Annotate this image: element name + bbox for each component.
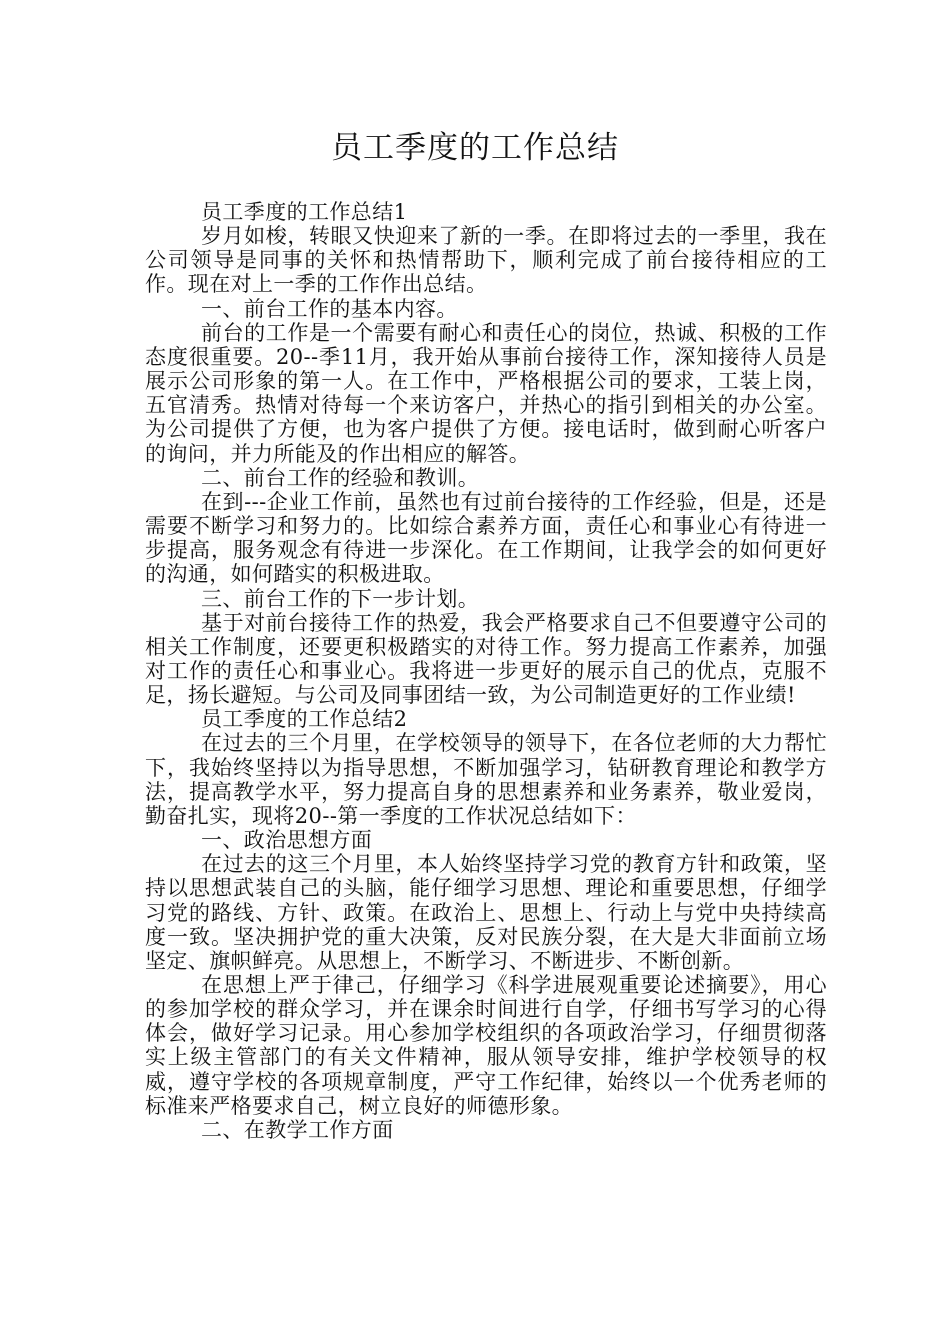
subsection-heading: 一、前台工作的基本内容。 [201,296,458,321]
paragraph: 在思想上严于律己，仔细学习《科学进展观重要论述摘要》，用心的参加学校的群众学习，并在课余时间进行自学，仔细书写学习的心得体会，做好学习记录。用心参加学校组织的各项政治学习，仔细贯彻落实上级主管部门的有关文件精神，服从领导安排，维护学校领导的权威，遵守学校的各项规章制度，严守工作纪律，始终以一个优秀老师的标准来严格要求自己，树立良好的师德形象。 [145,973,827,1118]
paragraph: 岁月如梭，转眼又快迎来了新的一季。在即将过去的一季里，我在公司领导是同事的关怀和热情帮助下，顺利完成了前台接待相应的工作。现在对上一季的工作作出总结。 [145,224,827,297]
section-heading: 员工季度的工作总结1 [201,200,408,224]
paragraph: 在到---企业工作前，虽然也有过前台接待的工作经验，但是，还是需要不断学习和努力的。比如综合素养方面，责任心和事业心有待进一步提高，服务观念有待进一步深化。在工作期间，让我学会的如何更好的沟通，如何踏实的积极进取。 [145,489,827,587]
paragraph: 前台的工作是一个需要有耐心和责任心的岗位，热诚、积极的工作态度很重要。20--季11月，我开始从事前台接待工作，深知接待人员是展示公司形象的第一人。在工作中，严格根据公司的要求，工装上岗，五官清秀。热情对待每一个来访客户，并热心的指引到相关的办公室。为公司提供了方便，也为客户提供了方便。接电话时，做到耐心听客户的询问，并力所能及的作出相应的解答。 [145,320,827,466]
subsection-heading: 三、前台工作的下一步计划。 [201,586,480,611]
paragraph: 在过去的三个月里，在学校领导的领导下，在各位老师的大力帮忙下，我始终坚持以为指导思想，不断加强学习，钻研教育理论和教学方法，提高教学水平，努力提高自身的思想素养和业务素养，敬业爱岗，勤奋扎实，现将20--第一季度的工作状况总结如下： [145,731,827,828]
document-title: 员工季度的工作总结 [331,130,619,166]
subsection-heading: 二、在教学工作方面 [201,1117,394,1142]
document-body [145,200,827,1142]
subsection-heading: 二、前台工作的经验和教训。 [201,465,480,490]
paragraph: 在过去的这三个月里，本人始终坚持学习党的教育方针和政策，坚持以思想武装自己的头脑，能仔细学习思想、理论和重要思想，仔细学习党的路线、方针、政策。在政治上、思想上、行动上与党中央持续高度一致。坚决拥护党的重大决策，反对民族分裂，在大是大非面前立场坚定、旗帜鲜亮。从思想上，不断学习、不断进步、不断创新。 [145,852,827,973]
paragraph: 基于对前台接待工作的热爱，我会严格要求自己不但要遵守公司的相关工作制度，还要更积极踏实的对待工作。努力提高工作素养，加强对工作的责任心和事业心。我将进一步更好的展示自己的优点，克服不足，扬长避短。与公司及同事团结一致，为公司制造更好的工作业绩! [145,610,827,708]
subsection-heading: 一、政治思想方面 [201,828,373,853]
section-heading: 员工季度的工作总结2 [201,707,408,732]
